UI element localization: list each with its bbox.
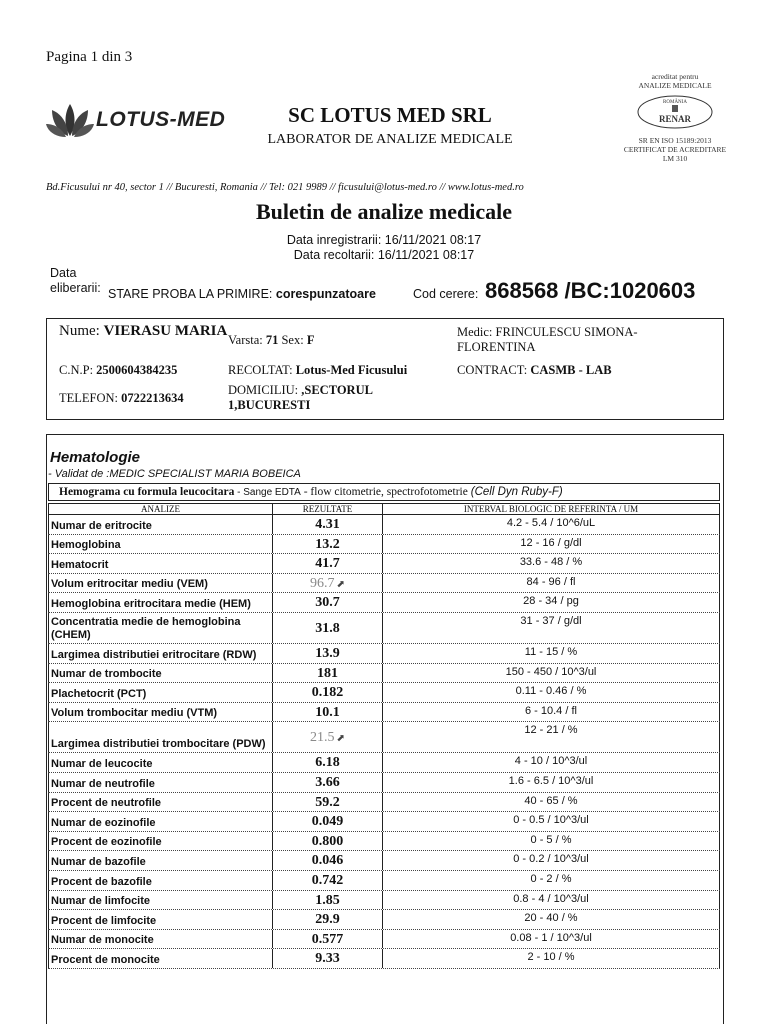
analysis-name: Numar de leucocite xyxy=(51,757,153,770)
result-value: 0.049 xyxy=(311,814,344,830)
result-row xyxy=(48,703,720,723)
result-value-cell xyxy=(272,832,382,851)
reference-interval: 28 - 34 / pg xyxy=(523,595,579,608)
hemogram-header xyxy=(48,483,720,501)
result-value: 0.577 xyxy=(311,931,344,947)
analysis-name: Numar de bazofile xyxy=(51,855,146,868)
result-value-cell xyxy=(272,793,382,812)
reference-interval-cell xyxy=(382,644,720,663)
result-row xyxy=(48,722,720,753)
release-label-line1: Data xyxy=(50,266,77,280)
company-name: SC LOTUS MED SRL xyxy=(288,103,492,127)
out-of-range-arrow-icon: ⬈ xyxy=(336,578,345,590)
reference-interval-cell xyxy=(382,773,720,792)
result-value-cell xyxy=(272,812,382,831)
result-value-cell xyxy=(272,574,382,593)
analysis-name: Procent de limfocite xyxy=(51,914,157,927)
result-row xyxy=(48,773,720,793)
analysis-name: Volum trombocitar mediu (VTM) xyxy=(51,707,218,720)
result-value-cell xyxy=(272,949,382,968)
reference-interval: 12 - 21 / % xyxy=(524,724,578,737)
contract-value: CASMB - LAB xyxy=(530,363,612,377)
patient-phone-value: 0722213634 xyxy=(121,391,184,405)
logo-text: LOTUS-MED xyxy=(96,108,226,131)
doctor-value: FRINCULESCU SIMONA-FLORENTINA xyxy=(457,325,638,354)
analysis-name-cell xyxy=(48,851,272,870)
result-value: 41.7 xyxy=(315,556,340,572)
lotus-med-logo xyxy=(46,100,246,146)
company-header xyxy=(260,103,520,148)
reference-interval-cell xyxy=(382,949,720,968)
analysis-name-cell xyxy=(48,949,272,968)
reference-interval: 0 - 2 / % xyxy=(530,873,572,885)
collection-site: RECOLTAT: Lotus-Med Ficusului xyxy=(228,363,408,377)
reference-interval-cell xyxy=(382,812,720,831)
result-row xyxy=(48,613,720,644)
reference-interval: 4 - 10 / 10^3/ul xyxy=(514,755,588,768)
reference-interval: 31 - 37 / g/dl xyxy=(520,615,582,627)
reference-interval-cell xyxy=(382,930,720,949)
patient-age-value: 71 xyxy=(265,333,279,347)
column-header-reference: INTERVAL BIOLOGIC DE REFERINTA / UM xyxy=(382,503,720,515)
reference-interval: 12 - 16 / g/dl xyxy=(520,536,582,549)
patient-age-sex: Varsta: 71 Sex: F xyxy=(228,333,315,347)
analysis-name: Hemoglobina eritrocitara medie (HEM) xyxy=(51,597,251,610)
reference-interval-cell xyxy=(382,613,720,643)
column-header-analyses: ANALIZE xyxy=(48,503,273,515)
patient-address: DOMICILIU: ,SECTORUL 1,BUCURESTI xyxy=(228,383,373,412)
patient-name-value: VIERASU MARIA xyxy=(103,323,228,339)
analysis-name-cell xyxy=(48,871,272,890)
patient-address-value: ,SECTORUL 1,BUCURESTI xyxy=(228,383,373,412)
result-value: 3.66 xyxy=(315,775,340,790)
result-row xyxy=(48,812,720,832)
release-date-label xyxy=(50,266,101,296)
result-value: 96.7 xyxy=(310,575,335,591)
result-value-cell xyxy=(272,891,382,910)
result-row xyxy=(48,574,720,594)
analysis-name-cell xyxy=(48,910,272,929)
result-value: 10.1 xyxy=(315,704,340,720)
analysis-name: Procent de neutrofile xyxy=(51,797,162,810)
analysis-name: Largimea distributiei trombocitare (PDW) xyxy=(51,738,266,751)
document-title: Buletin de analize medicale xyxy=(255,199,513,224)
analysis-name-cell xyxy=(48,535,272,554)
analysis-name: Procent de eozinofile xyxy=(51,836,162,849)
result-value: 29.9 xyxy=(315,912,340,928)
doctor: Medic: FRINCULESCU SIMONA-FLORENTINA xyxy=(457,325,638,354)
analysis-name: Numar de trombocite xyxy=(51,668,162,681)
result-row xyxy=(48,793,720,813)
analysis-name-cell xyxy=(48,554,272,573)
company-subtitle: LABORATOR DE ANALIZE MEDICALE xyxy=(267,132,513,147)
hemogram-title: Hemograma cu formula leucocitara xyxy=(59,486,235,498)
result-row xyxy=(48,891,720,911)
out-of-range-arrow-icon: ⬈ xyxy=(336,733,345,745)
result-value-cell xyxy=(272,554,382,573)
result-value: 181 xyxy=(317,665,338,681)
reference-interval: 0 - 0.2 / 10^3/ul xyxy=(513,853,589,866)
result-row xyxy=(48,871,720,891)
result-value-cell xyxy=(272,683,382,702)
column-header-results: REZULTATE xyxy=(272,503,383,515)
accreditation-block xyxy=(610,72,740,163)
reference-interval: 6 - 10.4 / fl xyxy=(525,704,577,717)
reference-interval-cell xyxy=(382,851,720,870)
analysis-name: Numar de monocite xyxy=(51,934,154,947)
result-value-cell xyxy=(272,593,382,612)
result-value-cell xyxy=(272,930,382,949)
hemogram-device: (Cell Dyn Ruby-F) xyxy=(470,486,563,498)
analysis-name-cell xyxy=(48,703,272,722)
analysis-name-cell xyxy=(48,793,272,812)
reference-interval: 1.6 - 6.5 / 10^3/ul xyxy=(508,775,594,787)
reference-interval-cell xyxy=(382,703,720,722)
result-value-cell xyxy=(272,613,382,643)
reference-interval-cell xyxy=(382,891,720,910)
reference-interval-cell xyxy=(382,832,720,851)
lab-address: Bd.Ficusului nr 40, sector 1 // Bucuresti, Romania // Tel: 021 9989 // ficusului@lotus-med.ro // www.lotus-med.ro xyxy=(46,182,524,193)
analysis-name: Procent de monocite xyxy=(51,953,160,966)
result-value-cell xyxy=(272,703,382,722)
reference-interval-cell xyxy=(382,910,720,929)
release-label-line2: eliberarii: xyxy=(50,281,101,295)
analysis-name-cell xyxy=(48,613,272,643)
result-value: 0.182 xyxy=(311,685,344,701)
analysis-name: Numar de eritrocite xyxy=(51,519,152,532)
result-row xyxy=(48,910,720,930)
analysis-name-cell xyxy=(48,832,272,851)
accreditation-line: ANALIZE MEDICALE xyxy=(638,81,712,90)
reference-interval: 20 - 40 / % xyxy=(524,912,578,925)
analysis-name: Numar de limfocite xyxy=(51,895,151,908)
patient-cnp-value: 2500604384235 xyxy=(96,363,178,377)
analysis-name-cell xyxy=(48,644,272,663)
result-value-cell xyxy=(272,535,382,554)
sample-status xyxy=(108,287,376,301)
request-code-value: 868568 /BC:1020603 xyxy=(485,278,696,303)
result-value: 13.9 xyxy=(315,646,340,661)
analysis-name-cell xyxy=(48,515,272,534)
analysis-name: Hematocrit xyxy=(51,558,109,571)
renar-seal-icon xyxy=(636,94,714,130)
result-row xyxy=(48,753,720,773)
result-row xyxy=(48,832,720,852)
accreditation-line: acreditat pentru xyxy=(651,72,699,81)
result-value: 13.2 xyxy=(315,536,340,552)
reference-interval-cell xyxy=(382,683,720,702)
result-value: 1.85 xyxy=(315,892,340,908)
accreditation-line: CERTIFICAT DE ACREDITARE xyxy=(623,145,727,154)
reference-interval-cell xyxy=(382,793,720,812)
analysis-name: Numar de neutrofile xyxy=(51,777,155,790)
result-value: 0.046 xyxy=(311,853,344,869)
analysis-name: Numar de eozinofile xyxy=(51,816,156,829)
analysis-name-cell xyxy=(48,664,272,683)
analysis-name-cell xyxy=(48,753,272,772)
result-value: 59.2 xyxy=(315,794,340,810)
result-row xyxy=(48,851,720,871)
reference-interval-cell xyxy=(382,664,720,683)
contract: CONTRACT: CASMB - LAB xyxy=(457,363,612,377)
patient-phone: TELEFON: 0722213634 xyxy=(59,391,184,405)
analysis-name-cell xyxy=(48,891,272,910)
result-row xyxy=(48,535,720,555)
result-value: 21.5 xyxy=(310,730,335,746)
section-title: Hematologie xyxy=(50,449,141,466)
analysis-name-cell xyxy=(48,574,272,593)
reference-interval: 150 - 450 / 10^3/ul xyxy=(505,665,597,678)
reference-interval-cell xyxy=(382,554,720,573)
reference-interval: 0.08 - 1 / 10^3/ul xyxy=(510,931,592,944)
seal-country: ROMÂNIA xyxy=(663,100,687,105)
accreditation-line: SR EN ISO 15189:2013 xyxy=(638,136,712,145)
dates-block xyxy=(220,233,548,263)
result-value-cell xyxy=(272,753,382,772)
result-row xyxy=(48,515,720,535)
analysis-name-cell xyxy=(48,683,272,702)
patient-cnp: C.N.P: 2500604384235 xyxy=(59,363,178,377)
result-row xyxy=(48,664,720,684)
seal-text: RENAR xyxy=(658,114,692,124)
patient-sex-value: F xyxy=(306,333,315,347)
accreditation-line: LM 310 xyxy=(662,154,688,163)
result-row xyxy=(48,930,720,950)
analysis-name: Procent de bazofile xyxy=(51,875,152,888)
result-value-cell xyxy=(272,910,382,929)
analysis-name: Largimea distributiei eritrocitare (RDW) xyxy=(51,648,257,661)
result-value: 9.33 xyxy=(315,951,340,967)
patient-name: Nume: VIERASU MARIA xyxy=(59,323,228,339)
result-value-cell xyxy=(272,664,382,683)
analysis-name-cell xyxy=(48,930,272,949)
reference-interval: 4.2 - 5.4 / 10^6/uL xyxy=(506,517,596,529)
reference-interval: 40 - 65 / % xyxy=(524,794,578,807)
result-value: 31.8 xyxy=(315,621,340,636)
result-value-cell xyxy=(272,851,382,870)
reference-interval: 0.11 - 0.46 / % xyxy=(515,685,587,698)
result-value-cell xyxy=(272,722,382,752)
result-value: 6.18 xyxy=(315,755,340,771)
result-row xyxy=(48,593,720,613)
analysis-name-cell xyxy=(48,773,272,792)
hemogram-method: - flow citometrie, spectrofotometrie xyxy=(300,486,471,498)
validated-by: - Validat de :MEDIC SPECIALIST MARIA BOBEICA xyxy=(48,468,301,480)
patient-info-box xyxy=(46,318,724,420)
lotus-flower-icon xyxy=(46,100,94,140)
reference-interval-cell xyxy=(382,535,720,554)
registration-date: Data inregistrarii: 16/11/2021 08:17 xyxy=(286,233,482,247)
reference-interval: 84 - 96 / fl xyxy=(526,575,576,588)
results-table-header xyxy=(48,503,720,515)
reference-interval: 33.6 - 48 / % xyxy=(519,556,583,569)
reference-interval: 0 - 5 / % xyxy=(530,833,572,846)
sample-status-value: corespunzatoare xyxy=(275,287,376,301)
hemogram-sample: - Sange EDTA xyxy=(234,487,301,498)
analysis-name: Concentratia medie de hemoglobina (CHEM) xyxy=(51,616,241,641)
analysis-name-cell xyxy=(48,593,272,612)
reference-interval-cell xyxy=(382,722,720,752)
analysis-name: Volum eritrocitar mediu (VEM) xyxy=(51,578,208,591)
reference-interval: 11 - 15 / % xyxy=(524,646,578,658)
result-row xyxy=(48,949,720,969)
reference-interval-cell xyxy=(382,753,720,772)
analysis-name-cell xyxy=(48,722,272,752)
page-number: Pagina 1 din 3 xyxy=(46,49,133,65)
result-value: 0.742 xyxy=(311,873,344,888)
result-row xyxy=(48,683,720,703)
collection-date: Data recoltarii: 16/11/2021 08:17 xyxy=(293,248,475,262)
reference-interval-cell xyxy=(382,871,720,890)
reference-interval-cell xyxy=(382,593,720,612)
result-value: 4.31 xyxy=(315,517,340,532)
result-row xyxy=(48,644,720,664)
result-value-cell xyxy=(272,515,382,534)
sample-status-label: STARE PROBA LA PRIMIRE: xyxy=(108,287,276,301)
request-code-label: Cod cerere: xyxy=(413,287,479,301)
analysis-name-cell xyxy=(48,812,272,831)
result-value: 0.800 xyxy=(311,833,344,849)
reference-interval-cell xyxy=(382,515,720,534)
result-value: 30.7 xyxy=(315,595,340,611)
analysis-name: Hemoglobina xyxy=(51,539,121,552)
reference-interval-cell xyxy=(382,574,720,593)
reference-interval: 2 - 10 / % xyxy=(527,951,575,964)
reference-interval: 0 - 0.5 / 10^3/ul xyxy=(513,814,589,827)
reference-interval: 0.8 - 4 / 10^3/ul xyxy=(513,892,589,905)
analysis-name: Plachetocrit (PCT) xyxy=(51,687,147,700)
result-value-cell xyxy=(272,773,382,792)
result-row xyxy=(48,554,720,574)
collection-site-value: Lotus-Med Ficusului xyxy=(295,363,408,377)
result-value-cell xyxy=(272,644,382,663)
result-value-cell xyxy=(272,871,382,890)
